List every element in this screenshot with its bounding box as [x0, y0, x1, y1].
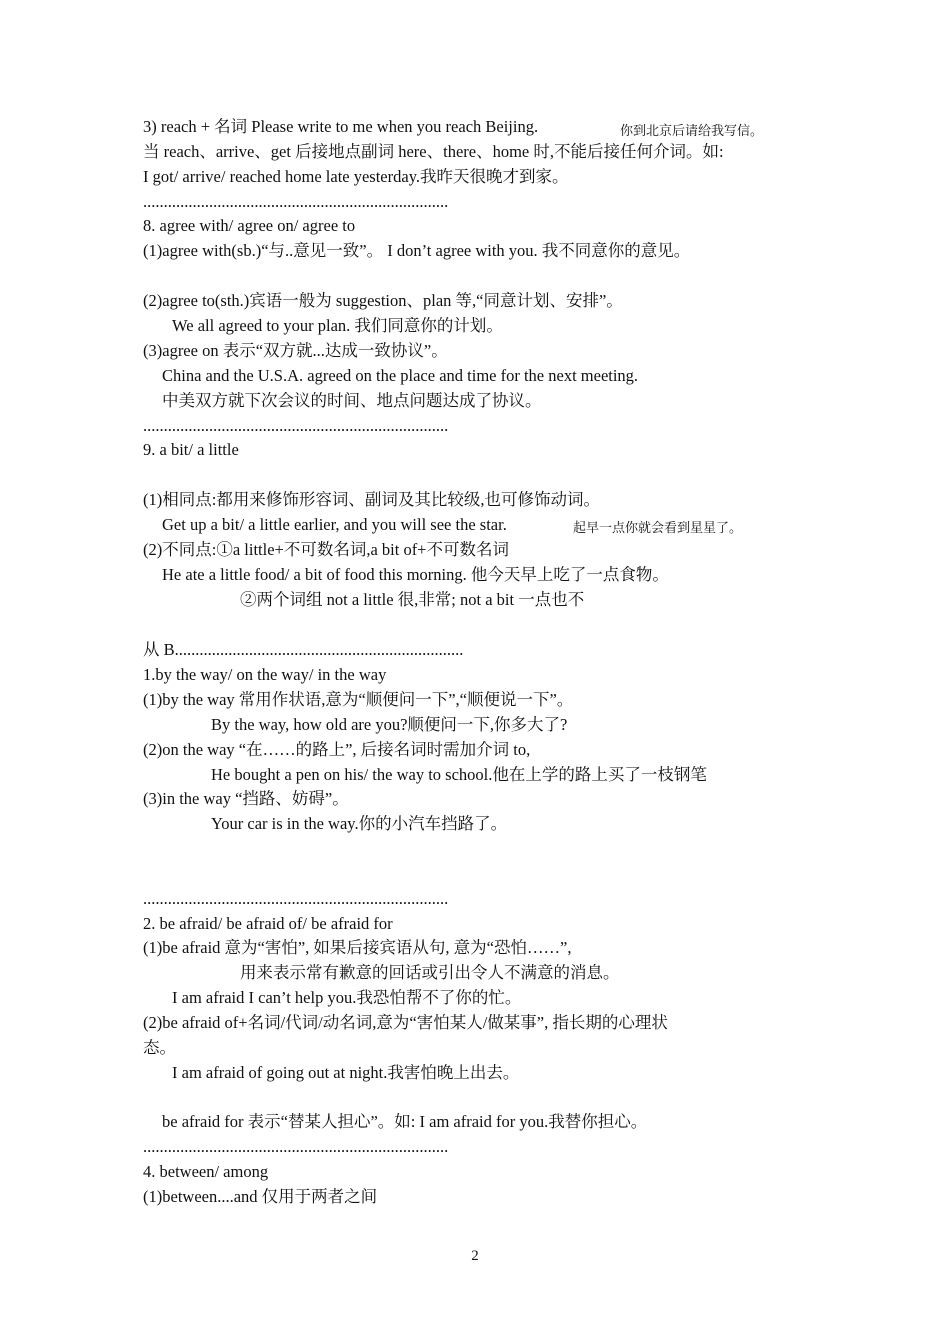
section-heading: 9. a bit/ a little: [143, 440, 239, 459]
text-line: (2)agree to(sth.)宾语一般为 suggestion、plan 等,“同意计划、安排”。: [143, 291, 623, 310]
text-line: (2)be afraid of+名词/代词/动名词,意为“害怕某人/做某事”, 指长期的心理状: [143, 1013, 668, 1032]
dotted-divider: ..........................................................................: [143, 889, 449, 908]
example-line: Get up a bit/ a little earlier, and you will see the star.: [162, 515, 507, 534]
text-line: 用来表示常有歉意的回话或引出令人不满意的消息。: [240, 963, 620, 982]
text-line: ②两个词组 not a little 很,非常; not a bit 一点也不: [240, 590, 585, 609]
section-heading: 4. between/ among: [143, 1162, 269, 1181]
example-line: Your car is in the way.你的小汽车挡路了。: [211, 814, 508, 833]
text-line: (3)agree on 表示“双方就...达成一致协议”。: [143, 341, 448, 360]
example-line: He ate a little food/ a bit of food this morning. 他今天早上吃了一点食物。: [162, 565, 669, 584]
dotted-divider: ..........................................................................: [143, 1137, 449, 1156]
text-line: (2)on the way “在……的路上”, 后接名词时需加介词 to,: [143, 740, 531, 759]
text-line: (2)不同点:①a little+不可数名词,a bit of+不可数名词: [143, 540, 509, 559]
section-heading: 8. agree with/ agree on/ agree to: [143, 216, 356, 235]
section-heading: 1.by the way/ on the way/ in the way: [143, 665, 387, 684]
example-line: We all agreed to your plan. 我们同意你的计划。: [172, 316, 503, 335]
text-line: 当 reach、arrive、get 后接地点副词 here、there、home 时,不能后接任何介词。如:: [143, 142, 724, 161]
text-line: (3)in the way “挡路、妨碍”。: [143, 789, 349, 808]
example-line: By the way, how old are you?顺便问一下,你多大了?: [211, 715, 568, 734]
example-line: He bought a pen on his/ the way to school.他在上学的路上买了一枝钢笔: [211, 765, 707, 784]
text-line: (1)agree with(sb.)“与..意见一致”。 I don’t agree with you. 我不同意你的意见。: [143, 241, 691, 260]
dotted-divider: ..........................................................................: [143, 192, 449, 211]
example-line: China and the U.S.A. agreed on the place and time for the next meeting.: [162, 366, 639, 385]
text-line: (1)between....and 仅用于两者之间: [143, 1187, 378, 1206]
example-line: I am afraid of going out at night.我害怕晚上出去。: [172, 1063, 520, 1082]
example-line: I am afraid I can’t help you.我恐怕帮不了你的忙。: [172, 988, 522, 1007]
page-number: 2: [471, 1248, 479, 1264]
text-line: be afraid for 表示“替某人担心”。如: I am afraid for you.我替你担心。: [162, 1112, 648, 1131]
text-line: 起早一点你就会看到星星了。: [573, 520, 743, 535]
text-line: 态。: [143, 1038, 176, 1057]
dotted-divider: ..........................................................................: [143, 416, 449, 435]
dotted-divider: 从 B......................................................................: [143, 640, 464, 659]
example-line: 中美双方就下次会议的时间、地点问题达成了协议。: [162, 391, 542, 410]
section-heading: 2. be afraid/ be afraid of/ be afraid for: [143, 914, 393, 933]
text-line: (1)相同点:都用来修饰形容词、副词及其比较级,也可修饰动词。: [143, 490, 600, 509]
text-line: I got/ arrive/ reached home late yesterday.我昨天很晚才到家。: [143, 167, 569, 186]
text-line: 3) reach + 名词 Please write to me when you reach Beijing.: [143, 117, 539, 136]
text-line: (1)by the way 常用作状语,意为“顺便问一下”,“顺便说一下”。: [143, 690, 574, 709]
text-line: (1)be afraid 意为“害怕”, 如果后接宾语从句, 意为“恐怕……”,: [143, 938, 572, 957]
text-line: 你到北京后请给我写信。: [620, 123, 764, 138]
